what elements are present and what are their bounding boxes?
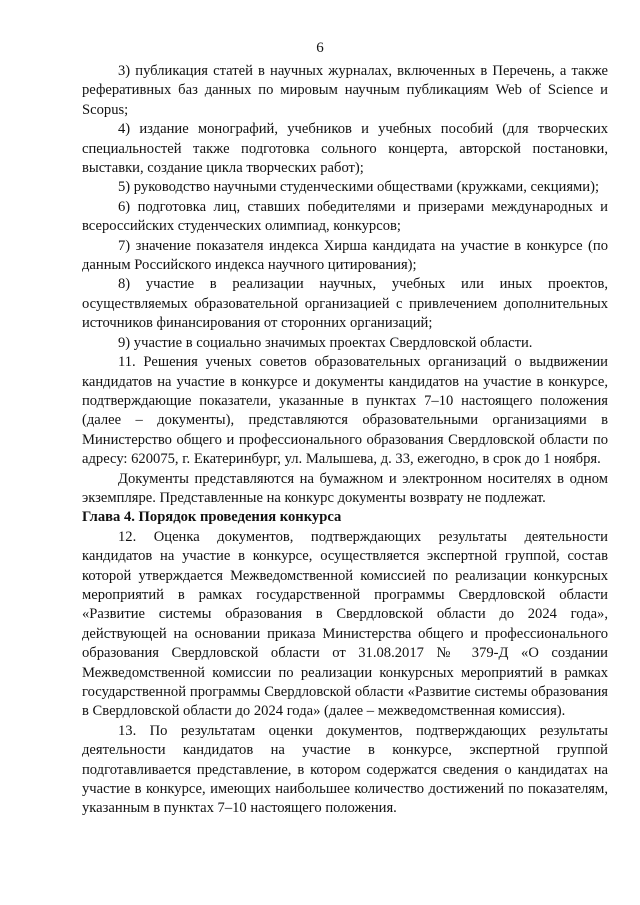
list-item-5: 5) руководство научными студенческими обществами (кружками, секциями); (118, 179, 600, 196)
clause-12: 12. Оценка документов, подтверждающих результаты деятельности кандидатов на участие в конкурсе, осуществляется экспертной группой, состав которой утверждается Межведомственной комиссией по реализации конкурсных мероприятий в рамках государственной программы Свердловской области «Развитие системы образования в Свердловской области до 2024 года», действующей на основании приказа Министерства общего и профессионального образования Свердловской области от 31.08.2017 № 379-Д «О создании Межведомственной комиссии по реализации конкурсных мероприятий в рамках государственной программы Свердловской области «Развитие системы образования в Свердловской области до 2024 года» (далее – межведомственная комиссия). (82, 528, 608, 720)
clause-13: 13. По результатам оценки документов, подтверждающих результаты деятельности кандидатов на участие в конкурсе, экспертной группой подготавливается представление, в котором содержатся сведения о кандидатах на участие в конкурсе, имеющих наибольшее количество достижений по показателям, указанным в пунктах 7–10 настоящего положения. (82, 722, 608, 817)
clause-11-documents: Документы представляются на бумажном и электронном носителях в одном экземпляре. Представленные на конкурс документы возврату не подлежат. (82, 470, 608, 506)
document-body (82, 62, 608, 819)
list-item-8: 8) участие в реализации научных, учебных или иных проектов, осуществляемых образовательной организацией с привлечением дополнительных источников финансирования от сторонних организаций; (82, 276, 608, 332)
list-item-6: 6) подготовка лиц, ставших победителями и призерами международных и всероссийских студенческих олимпиад, конкурсов; (82, 198, 608, 235)
list-item-7: 7) значение показателя индекса Хирша кандидата на участие в конкурсе (по данным Российского индекса научного цитирования); (82, 237, 608, 274)
clause-11: 11. Решения ученых советов образовательных организаций о выдвижении кандидатов на участие в конкурсе и документы кандидатов на участие в конкурсе, подтверждающие показатели, указанные в пунктах 7–10 настоящего положения (далее – документы), представляются образовательными организациями в Министерство общего и профессионального образования Свердловской области по адресу: 620075, г. Екатеринбург, ул. Малышева, д. 33, ежегодно, в срок до 1 ноября. (82, 354, 608, 468)
list-item-9: 9) участие в социально значимых проектах Свердловской области. (118, 334, 533, 351)
page-number: 6 (316, 40, 324, 56)
list-item-4: 4) издание монографий, учебников и учебных пособий (для творческих специальностей также подготовка сольного концерта, авторской постановки, выставки, создание цикла творческих работ); (82, 121, 608, 177)
chapter-title: Глава 4. Порядок проведения конкурса (82, 509, 342, 526)
list-item-3: 3) публикация статей в научных журналах, включенных в Перечень, а также реферативных баз данных по мировым научным публикациям Web of Science и Scopus; (82, 63, 608, 118)
